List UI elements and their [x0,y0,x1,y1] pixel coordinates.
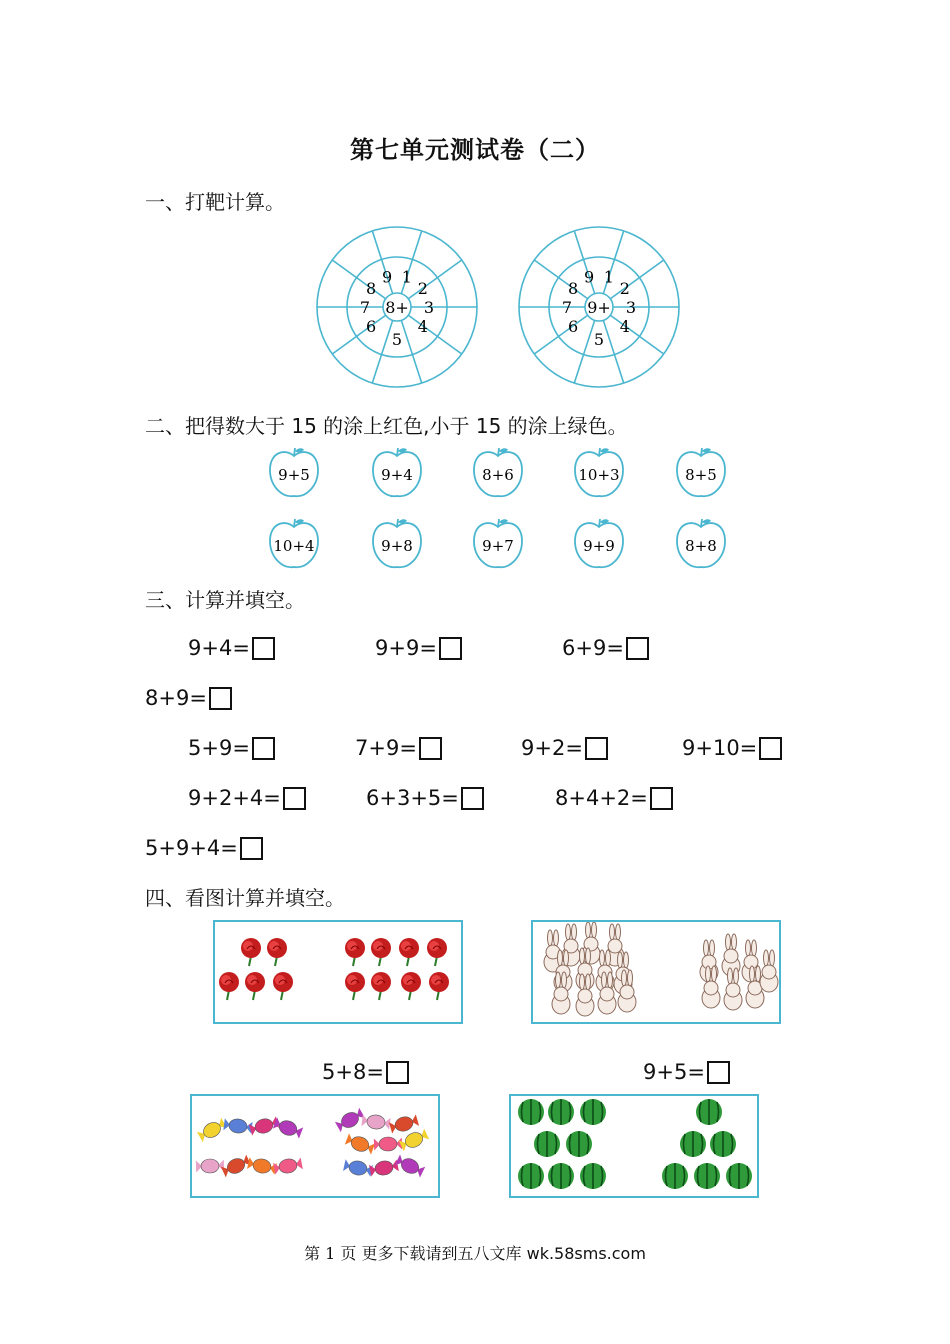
rabbits-panel [531,920,781,1024]
answer-box[interactable] [386,1061,409,1084]
candy-icon [272,1116,303,1139]
rose-icon [345,938,365,966]
rose-icon [371,938,391,966]
watermelon-icon [580,1099,606,1125]
equation-text: 9+2+4= [188,786,281,810]
section-3-heading: 三、计算并填空。 [145,588,305,612]
apple-expression: 10+4 [273,537,315,555]
rabbit-icon [760,950,778,992]
apple-4[interactable] [572,446,626,500]
target-number: 2 [619,279,630,299]
equation-text: 9+10= [682,736,758,760]
candy-icon [273,1156,303,1175]
watermelon-icon [680,1131,706,1157]
apple-expression: 9+5 [278,466,310,484]
apple-5[interactable] [674,446,728,500]
apple-expression: 10+3 [578,466,620,484]
apple-expression: 9+4 [381,466,413,484]
target-number: 8 [568,279,579,299]
picture-equation-1 [322,1060,409,1084]
answer-box[interactable] [252,737,275,760]
watermelon-icon [694,1163,720,1189]
footer-text: 第 1 页 更多下载请到五八文库 [304,1244,527,1263]
target-number: 1 [603,267,614,287]
target-number: 1 [401,267,412,287]
answer-box[interactable] [240,837,263,860]
candies-illustration [192,1096,438,1196]
watermelon-icon [566,1131,592,1157]
rabbits-illustration [533,922,779,1022]
apple-expression: 9+7 [482,537,514,555]
target-number: 8 [366,279,377,299]
equation-8 [682,736,782,760]
target-number: 2 [417,279,428,299]
equation-text: 5+9= [188,736,250,760]
target-number: 9 [584,267,595,287]
answer-box[interactable] [419,737,442,760]
candy-icon [334,1107,365,1133]
target-number: 3 [625,298,637,317]
rose-icon [241,938,261,966]
candy-icon [389,1113,420,1134]
apple-3[interactable] [471,446,525,500]
candies-panel [190,1094,440,1198]
target-number: 6 [366,316,377,336]
picture-equation-2 [643,1060,730,1084]
target-center: 8+ [385,298,409,317]
watermelon-icon [726,1163,752,1189]
equation-text: 6+3+5= [366,786,459,810]
equation-text: 9+5= [643,1060,705,1084]
target-number: 5 [391,330,403,349]
answer-box[interactable] [283,787,306,810]
answer-box[interactable] [209,687,232,710]
watermelon-icon [696,1099,722,1125]
answer-box[interactable] [650,787,673,810]
target-number: 5 [593,330,605,349]
equation-text: 9+4= [188,636,250,660]
rose-icon [399,938,419,966]
equation-text: 8+4+2= [555,786,648,810]
target-dial-1 [312,225,482,390]
candy-icon [343,1158,373,1178]
target-number: 4 [417,316,428,336]
apple-2[interactable] [370,446,424,500]
candy-icon [220,1154,251,1179]
target-number: 3 [423,298,435,317]
target-number: 4 [619,316,630,336]
equation-text: 5+8= [322,1060,384,1084]
page-title: 第七单元测试卷（二） [350,135,600,164]
watermelon-icon [518,1163,544,1189]
candy-icon [344,1132,375,1155]
watermelon-icon [710,1131,736,1157]
equation-text: 9+2= [521,736,583,760]
answer-box[interactable] [461,787,484,810]
answer-box[interactable] [585,737,608,760]
equation-text: 8+9= [145,686,207,710]
apple-expression: 9+9 [583,537,615,555]
equation-11 [555,786,673,810]
equation-text: 6+9= [562,636,624,660]
equation-text: 7+9= [355,736,417,760]
target-number: 6 [568,316,579,336]
candy-icon [247,1156,277,1176]
target-center: 9+ [587,298,611,317]
rose-icon [427,938,447,966]
section-4-heading: 四、看图计算并填空。 [145,886,345,910]
candy-icon [361,1113,390,1130]
apple-10[interactable] [674,517,728,571]
answer-box[interactable] [252,637,275,660]
candy-icon [394,1154,425,1179]
equation-2 [375,636,462,660]
equation-5 [188,736,275,760]
answer-box[interactable] [759,737,782,760]
answer-box[interactable] [439,637,462,660]
rose-icon [371,972,391,1000]
watermelon-icon [518,1099,544,1125]
apple-expression: 8+6 [482,466,514,484]
footer-url[interactable]: wk.58sms.com [526,1244,646,1263]
rose-icon [429,972,449,1000]
candy-icon [196,1117,227,1143]
roses-panel [213,920,463,1024]
equation-4 [145,686,232,710]
rose-icon [401,972,421,1000]
equation-6 [355,736,442,760]
answer-box[interactable] [626,637,649,660]
watermelons-illustration [511,1096,757,1196]
roses-illustration [215,922,461,1022]
watermelon-icon [580,1163,606,1189]
apple-expression: 9+8 [381,537,413,555]
equation-text: 9+9= [375,636,437,660]
apple-1[interactable] [267,446,321,500]
rose-icon [245,972,265,1000]
rose-icon [273,972,293,1000]
apple-9[interactable] [572,517,626,571]
apple-expression: 8+5 [685,466,717,484]
rose-icon [267,938,287,966]
apple-7[interactable] [370,517,424,571]
watermelon-icon [662,1163,688,1189]
equation-text: 5+9+4= [145,836,238,860]
apple-6[interactable] [267,517,321,571]
rose-icon [219,972,239,1000]
equation-10 [366,786,484,810]
equation-7 [521,736,608,760]
watermelons-panel [509,1094,759,1198]
equation-9 [188,786,306,810]
candy-icon [223,1117,252,1134]
target-number: 9 [382,267,393,287]
equation-3 [562,636,649,660]
page-footer [0,1241,950,1264]
section-2-heading: 二、把得数大于 15 的涂上红色,小于 15 的涂上绿色。 [145,414,628,438]
candy-icon [374,1137,402,1152]
answer-box[interactable] [707,1061,730,1084]
candy-icon [196,1159,224,1174]
target-number: 7 [561,298,573,317]
section-1-heading: 一、打靶计算。 [145,190,285,214]
watermelon-icon [534,1131,560,1157]
equation-1 [188,636,275,660]
rose-icon [345,972,365,1000]
target-dial-2 [514,225,684,390]
watermelon-icon [548,1163,574,1189]
equation-12 [145,836,263,860]
apple-expression: 8+8 [685,537,717,555]
apple-8[interactable] [471,517,525,571]
watermelon-icon [548,1099,574,1125]
target-number: 7 [359,298,371,317]
candy-icon [369,1158,399,1177]
